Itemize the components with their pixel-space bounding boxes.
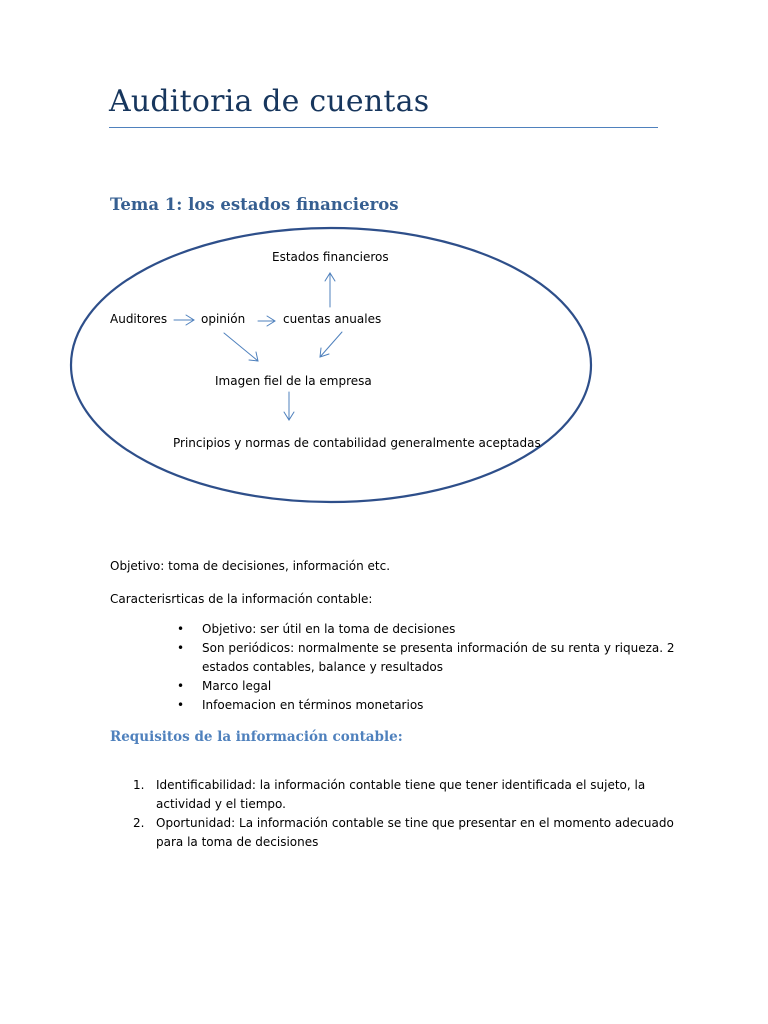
list-number: 1. [133,778,145,792]
arrow-cuentas-imagen [320,332,342,357]
bullet-dot: • [177,622,185,636]
arrow-opinion-imagen [224,333,258,361]
bullet-item: Son periódicos: normalmente se presenta información de su renta y riqueza. 2 [202,641,675,655]
arrow-opinion-cuentas [258,316,275,326]
arrow-imagen-principios [284,392,294,420]
bullet-item: Infoemacion en términos monetarios [202,698,424,712]
numbered-item: Oportunidad: La información contable se tine que presentar en el momento adecuado [156,816,674,830]
bullet-dot: • [177,641,185,655]
numbered-item: Identificabilidad: la información contable tiene que tener identificada el sujeto, la [156,778,646,792]
node-auditores: Auditores [110,312,168,326]
bullet-item: Marco legal [202,679,272,693]
diagram-ellipse [71,228,591,502]
node-cuentas-anuales: cuentas anuales [283,312,382,326]
numbered-item-continuation: actividad y el tiempo. [156,797,286,811]
bullet-dot: • [177,679,185,693]
bullet-item-continuation: estados contables, balance y resultados [202,660,444,674]
node-imagen-fiel: Imagen fiel de la empresa [215,374,372,388]
requisitos-heading: Requisitos de la información contable: [110,729,403,745]
objetivo-line: Objetivo: toma de decisiones, información etc. [110,559,391,573]
node-opinion: opinión [201,312,246,326]
arrow-cuentas-estados [325,273,335,307]
node-principios: Principios y normas de contabilidad generalmente aceptadas [173,436,541,450]
node-estados-financieros: Estados financieros [272,250,389,264]
arrow-auditores-opinion [174,315,194,325]
document-title: Auditoria de cuentas [109,84,430,119]
caracteristicas-title: Caracterisrticas de la información contable: [110,592,373,606]
list-number: 2. [133,816,145,830]
bullet-dot: • [177,698,185,712]
numbered-item-continuation: para la toma de decisiones [156,835,319,849]
bullet-item: Objetivo: ser útil en la toma de decisiones [202,622,456,636]
section-heading: Tema 1: los estados financieros [110,195,399,214]
